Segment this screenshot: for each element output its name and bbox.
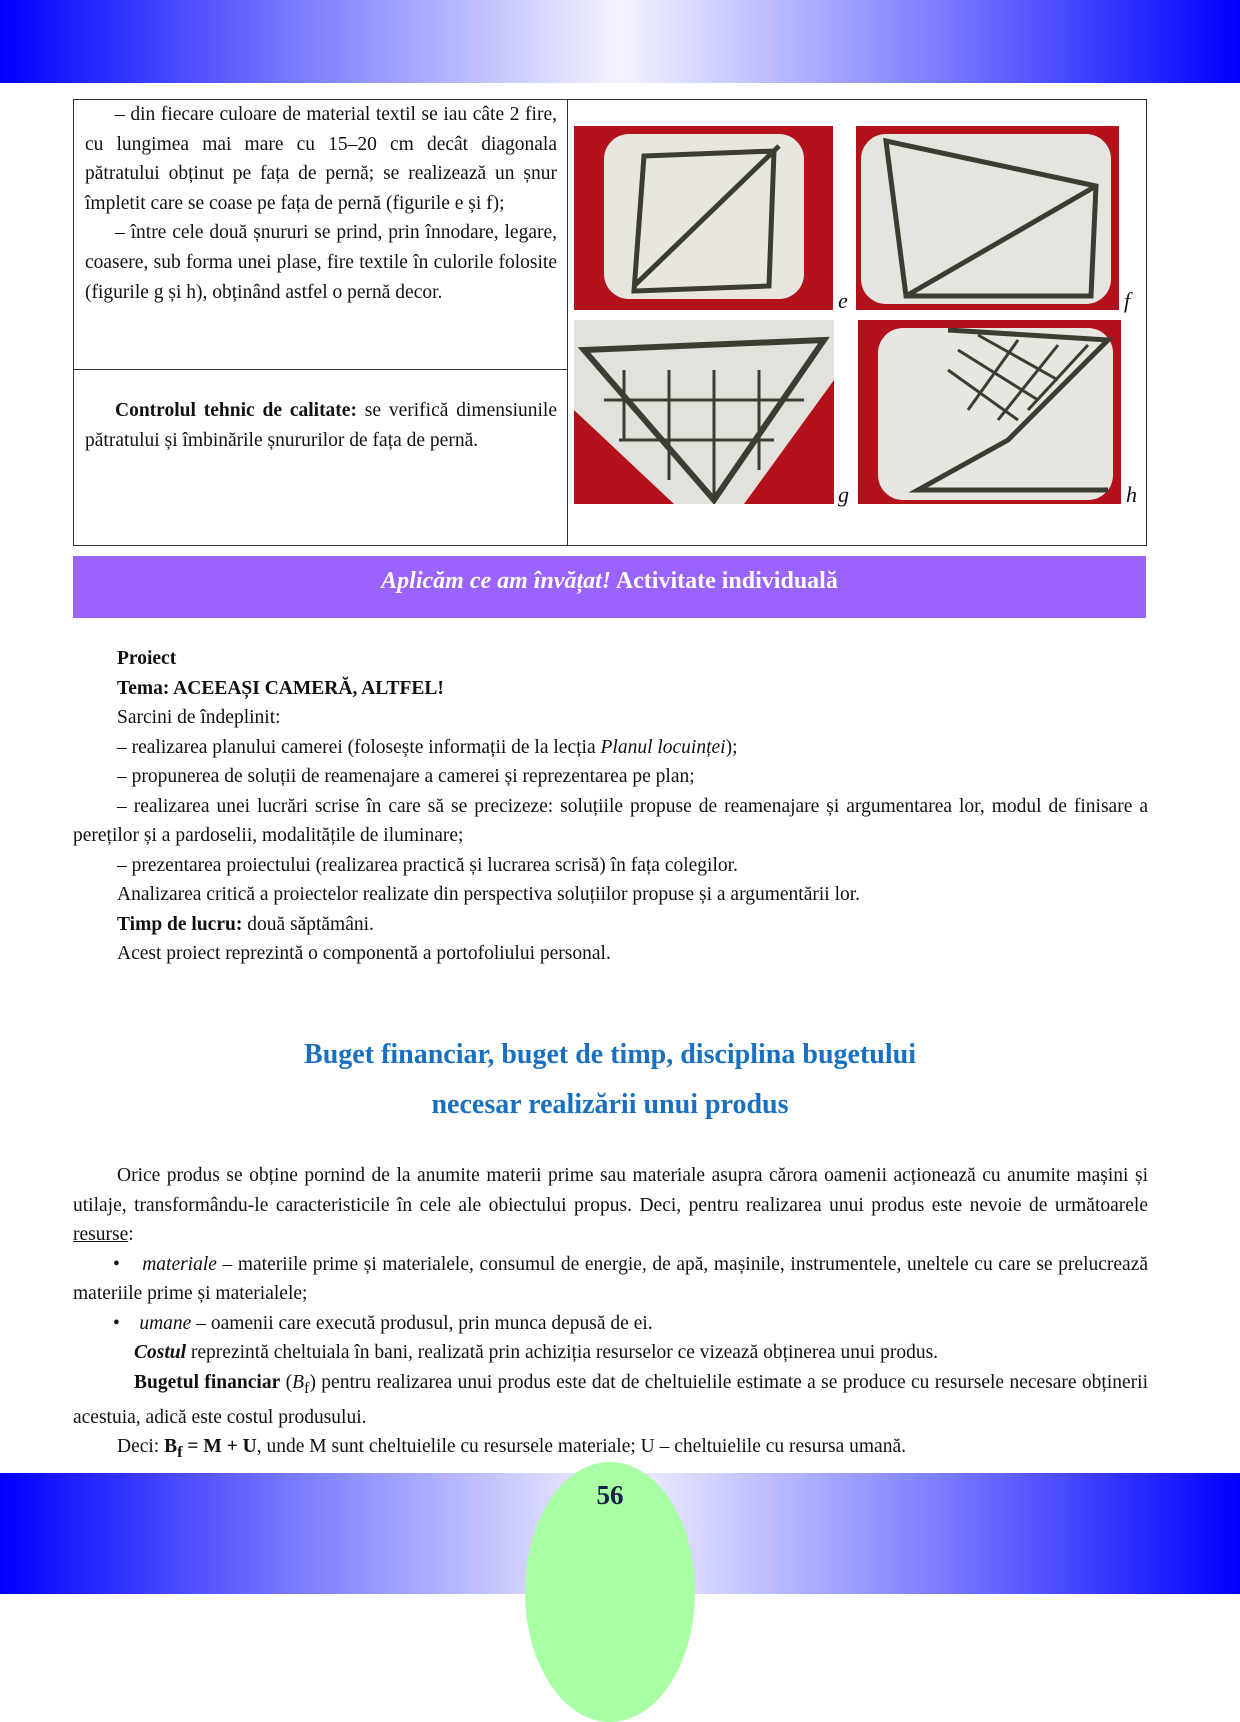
figure-label: h bbox=[1126, 482, 1137, 507]
figure-g-photo bbox=[574, 320, 834, 504]
bullet-item: • materiale – materiile prime și materialele, consumul de energie, de apă, mașinile, instrumentele, uneltele cu care se prelucrează materiile prime și materialele; bbox=[73, 1253, 1148, 1304]
figure-h-photo bbox=[858, 320, 1121, 504]
bullet-item: • umane – oamenii care execută produsul, prin munca depusă de ei. bbox=[113, 1312, 653, 1334]
cost-definition: Costul reprezintă cheltuiala în bani, realizată prin achiziția resurselor ce vizează obținerea unui produs. bbox=[134, 1342, 939, 1363]
task: – prezentarea proiectului (realizarea practică și lucrarea scrisă) în fața colegilor. bbox=[117, 854, 738, 876]
intro: Orice produs se obține pornind de la anumite materii prime sau materiale asupra cărora oamenii acționează cu anumite mașini și utilaje, transformându-le caracteristicile în cele ale obiectului propus. Deci, pentru realizarea unui produs este nevoie de următoarele resurse: bbox=[73, 1165, 1148, 1245]
activity-banner bbox=[73, 556, 1146, 618]
time-label: Timp de lucru: bbox=[117, 913, 243, 935]
banner-italic: Aplicăm ce am învățat! bbox=[381, 568, 612, 594]
figure-label: e bbox=[838, 288, 848, 313]
time-value: două săptămâni. bbox=[242, 913, 374, 935]
portfolio-note: Acest proiect reprezintă o componentă a portofoliului personal. bbox=[117, 943, 611, 964]
tasks-label: Sarcini de îndeplinit: bbox=[117, 707, 281, 728]
task: – propunerea de soluții de reamenajare a camerei și reprezentarea pe plan; bbox=[117, 766, 695, 787]
divider bbox=[567, 100, 568, 545]
header-band bbox=[0, 0, 1240, 83]
section-title: Buget financiar, buget de timp, disciplina bugetului bbox=[304, 1039, 916, 1070]
budget-definition: Bugetul financiar $(B_f)$ pentru realizarea unui produs este dat de cheltuielile estimate a se produce cu resursele necesare obținerii acestuia, adică este costul produsului. bbox=[73, 1371, 1148, 1428]
qc-text: se verifică dimensiunile pătratului și îmbinările șnururilor de fața de pernă. bbox=[85, 400, 557, 451]
bullet-icon: • bbox=[113, 1312, 140, 1334]
analysis: Analizarea critică a proiectelor realizate din perspectiva soluțiilor propuse și a argumentării lor. bbox=[117, 884, 861, 905]
section-title: necesar realizării unui produs bbox=[431, 1089, 789, 1120]
bullet-icon: • bbox=[113, 1253, 143, 1275]
project-section bbox=[73, 644, 1148, 969]
page-number: 56 bbox=[596, 1480, 624, 1510]
figure-label: f bbox=[1124, 288, 1131, 313]
steps-cell bbox=[85, 100, 557, 307]
instructions-table bbox=[73, 99, 1147, 546]
step: – între cele două șnururi se prind, prin înnodare, legare, coasere, sub forma unei plase, fire textile în culorile folosite (figurile g și h), obținând astfel o pernă decor. bbox=[85, 222, 557, 303]
banner-bold: Activitate individuală bbox=[611, 568, 838, 594]
task: – realizarea planului camerei (folosește informații de la lecția Planul locuinței); bbox=[117, 736, 738, 758]
project-theme: Tema: ACEEAȘI CAMERĂ, ALTFEL! bbox=[117, 677, 444, 699]
qc-label: Controlul tehnic de calitate: bbox=[115, 400, 357, 421]
budget-section bbox=[73, 1161, 1148, 1468]
formula: Deci: $B_f = M + U$, unde M sunt cheltuielile cu resursele materiale; U – cheltuielile cu resursa umană. bbox=[117, 1436, 906, 1462]
project-title: Proiect bbox=[117, 648, 177, 669]
quality-cell bbox=[85, 396, 557, 455]
step: – din fiecare culoare de material textil se iau câte 2 fire, cu lungimea mai mare cu 15–20 cm decât diagonala pătratului obținut pe fața de pernă; se realizează un șnur împletit care se coase pe fața de pernă (figurile e și f); bbox=[85, 104, 557, 214]
task: – realizarea unei lucrări scrise în care să se precizeze: soluțiile propuse de reamenajare și argumentarea lor, modul de finisare a pereților și a pardoselii, modalitățile de iluminare; bbox=[73, 795, 1148, 846]
figure-e-photo bbox=[574, 126, 833, 310]
figure-f-photo bbox=[856, 126, 1119, 310]
divider bbox=[74, 369, 568, 370]
figure-label: g bbox=[838, 482, 849, 507]
